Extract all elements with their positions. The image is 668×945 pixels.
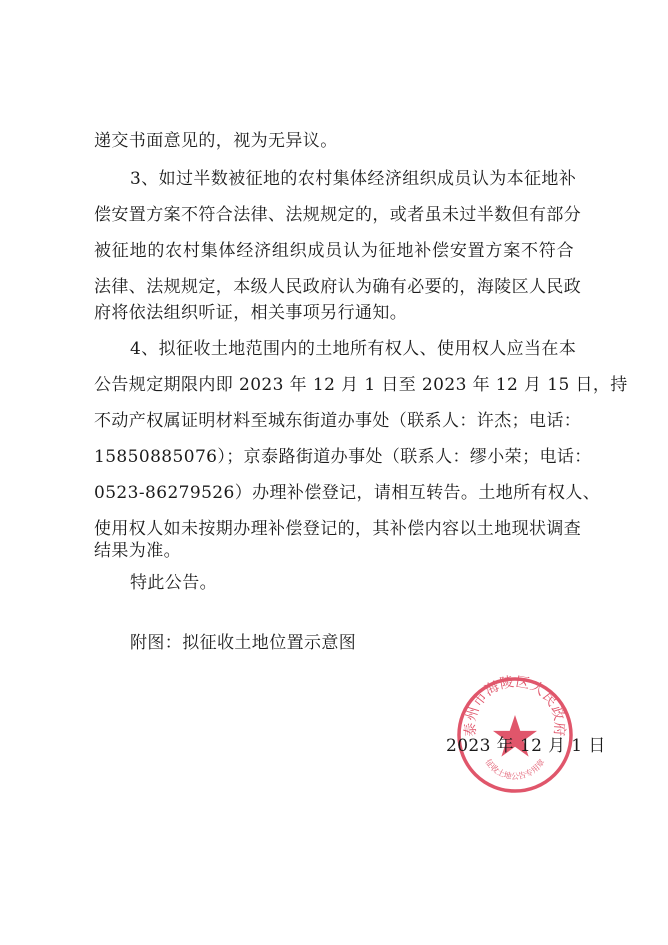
attachment-line: 附图：拟征收土地位置示意图 [130,633,357,653]
paragraph-4-line-6: 使用权人如未按期办理补偿登记的，其补偿内容以土地现状调查 [94,519,582,539]
paragraph-3-line-5: 府将依法组织听证，相关事项另行通知。 [94,303,408,323]
document-date: 2023 年 12 月 1 日 [446,736,606,756]
paragraph-4-line-7: 结果为准。 [94,541,181,561]
paragraph-4-line-5: 0523-86279526）办理补偿登记，请相互转告。土地所有权人、 [94,483,601,503]
paragraph-4-line-4: 15850885076）；京泰路街道办事处（联系人：缪小荣；电话： [94,447,592,467]
svg-text:征收土地公告专用章: 征收土地公告专用章 [483,757,547,781]
paragraph-3-line-4: 法律、法规规定，本级人民政府认为确有必要的，海陵区人民政 [94,277,582,297]
paragraph-4-line-2: 公告规定期限内即 2023 年 12 月 1 日至 2023 年 12 月 15 日，持 [94,375,628,395]
svg-text:泰州市海陵区人民政府: 泰州市海陵区人民政府 [462,675,568,738]
paragraph-3-line-1: 3、如过半数被征地的农村集体经济组织成员认为本征地补 [130,169,577,189]
paragraph-2-end: 递交书面意见的，视为无异议。 [94,131,338,151]
paragraph-3-line-2: 偿安置方案不符合法律、法规规定的，或者虽未过半数但有部分 [94,205,582,225]
paragraph-4-line-1: 4、拟征收土地范围内的土地所有权人、使用权人应当在本 [130,339,577,359]
paragraph-4-line-3: 不动产权属证明材料至城东街道办事处（联系人：许杰；电话： [94,411,582,431]
closing-line: 特此公告。 [130,573,217,593]
paragraph-3-line-3: 被征地的农村集体经济组织成员认为征地补偿安置方案不符合 [94,241,574,261]
